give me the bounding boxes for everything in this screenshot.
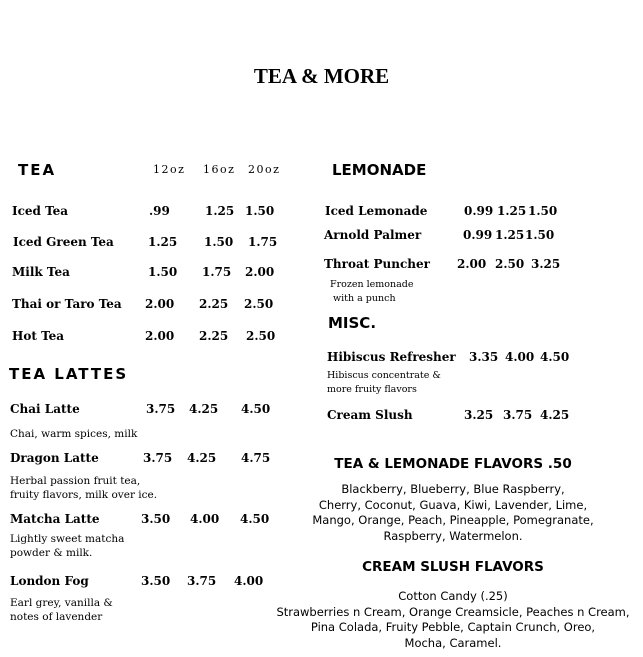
price-12oz: 1.25 <box>148 235 178 249</box>
menu-item-name: Matcha Latte <box>10 512 100 526</box>
price-16oz: 3.75 <box>187 574 217 588</box>
menu-item-name: Hot Tea <box>12 329 65 343</box>
price-16oz: 4.00 <box>505 350 535 364</box>
item-description: Earl grey, vanilla & <box>10 597 113 609</box>
item-description: fruity flavors, milk over ice. <box>10 489 158 501</box>
price-20oz: 1.50 <box>525 228 555 242</box>
price-20oz: 4.00 <box>234 574 264 588</box>
menu-item-name: Arnold Palmer <box>324 228 422 242</box>
menu-item-name: Thai or Taro Tea <box>12 297 122 311</box>
price-16oz: 2.25 <box>199 329 229 343</box>
price-12oz: 1.50 <box>148 265 178 279</box>
size-header-12oz: 12oz <box>153 163 186 176</box>
price-12oz: 0.99 <box>463 228 493 242</box>
price-16oz: 1.50 <box>204 235 234 249</box>
slush-flavors-line: Mocha, Caramel. <box>404 635 502 650</box>
price-12oz: 2.00 <box>145 297 175 311</box>
price-12oz: 2.00 <box>457 257 487 271</box>
price-12oz: 3.50 <box>141 512 171 526</box>
flavors-line: Cherry, Coconut, Guava, Kiwi, Lavender, Lime, <box>318 497 588 512</box>
menu-item-name: Cream Slush <box>327 408 413 422</box>
price-12oz: 3.75 <box>143 451 173 465</box>
price-20oz: 4.75 <box>241 451 271 465</box>
price-20oz: 2.50 <box>246 329 276 343</box>
menu-item-name: Iced Green Tea <box>13 235 114 249</box>
price-20oz: 4.50 <box>241 402 271 416</box>
price-16oz: 1.25 <box>205 204 235 218</box>
tea-lattes-heading: TEA LATTES <box>9 365 129 383</box>
page-title: TEA & MORE <box>253 64 390 88</box>
price-12oz: .99 <box>149 204 170 218</box>
slush-flavors-list <box>275 589 631 651</box>
price-20oz: 4.50 <box>540 350 570 364</box>
price-20oz: 1.50 <box>245 204 275 218</box>
price-12oz: 3.35 <box>469 350 499 364</box>
item-description: more fruity flavors <box>327 384 417 395</box>
menu-item-name: Dragon Latte <box>10 451 99 465</box>
size-header-16oz: 16oz <box>203 163 236 176</box>
price-12oz: 3.50 <box>141 574 171 588</box>
menu-item-name: Throat Puncher <box>324 257 430 271</box>
item-description: Hibiscus concentrate & <box>327 370 441 381</box>
menu-item-name: Chai Latte <box>10 402 80 416</box>
menu-item-name: Milk Tea <box>12 265 70 279</box>
tea-heading: TEA <box>18 161 57 179</box>
slush-flavors-line: Pina Colada, Fruity Pebble, Captain Crunch, Oreo, <box>310 620 596 634</box>
slush-flavors-line: Strawberries n Cream, Orange Creamsicle, Peaches n Cream, <box>276 604 630 619</box>
price-20oz: 1.75 <box>248 235 278 249</box>
item-description: Chai, warm spices, milk <box>10 428 138 440</box>
price-20oz: 2.50 <box>244 297 274 311</box>
menu-item-name: London Fog <box>10 574 89 588</box>
flavors-line: Blackberry, Blueberry, Blue Raspberry, <box>341 482 565 496</box>
item-description: Herbal passion fruit tea, <box>10 475 141 487</box>
item-description: powder & milk. <box>10 547 93 559</box>
price-12oz: 3.75 <box>146 402 176 416</box>
menu-item-name: Iced Tea <box>12 204 69 218</box>
item-description: Frozen lemonade <box>330 279 414 290</box>
flavors-line: Mango, Orange, Peach, Pineapple, Pomegranate, <box>312 513 594 527</box>
item-description: with a punch <box>333 293 396 304</box>
price-12oz: 0.99 <box>464 204 494 218</box>
menu-item-name: Iced Lemonade <box>325 204 428 218</box>
price-16oz: 4.25 <box>189 402 219 416</box>
price-12oz: 3.25 <box>464 408 494 422</box>
item-description: Lightly sweet matcha <box>10 533 125 545</box>
price-20oz: 1.50 <box>528 204 558 218</box>
item-description: notes of lavender <box>10 611 103 623</box>
flavors-list <box>300 482 606 544</box>
price-16oz: 3.75 <box>503 408 533 422</box>
price-20oz: 2.00 <box>245 265 275 279</box>
price-16oz: 2.50 <box>495 257 525 271</box>
price-16oz: 4.00 <box>190 512 220 526</box>
price-16oz: 4.25 <box>187 451 217 465</box>
flavors-line: Raspberry, Watermelon. <box>383 528 523 543</box>
price-20oz: 3.25 <box>531 257 561 271</box>
price-20oz: 4.25 <box>540 408 570 422</box>
price-20oz: 4.50 <box>240 512 270 526</box>
menu-item-name: Hibiscus Refresher <box>327 350 456 364</box>
flavors-heading: TEA & LEMONADE FLAVORS .50 <box>334 456 572 472</box>
lemonade-heading: LEMONADE <box>332 161 427 179</box>
slush-flavors-line: Cotton Candy (.25) <box>398 589 508 603</box>
size-header-20oz: 20oz <box>248 163 281 176</box>
price-16oz: 1.25 <box>497 204 527 218</box>
slush-flavors-heading: CREAM SLUSH FLAVORS <box>362 559 544 575</box>
price-12oz: 2.00 <box>145 329 175 343</box>
price-16oz: 2.25 <box>199 297 229 311</box>
misc-heading: MISC. <box>328 314 377 332</box>
price-16oz: 1.75 <box>202 265 232 279</box>
price-16oz: 1.25 <box>495 228 525 242</box>
